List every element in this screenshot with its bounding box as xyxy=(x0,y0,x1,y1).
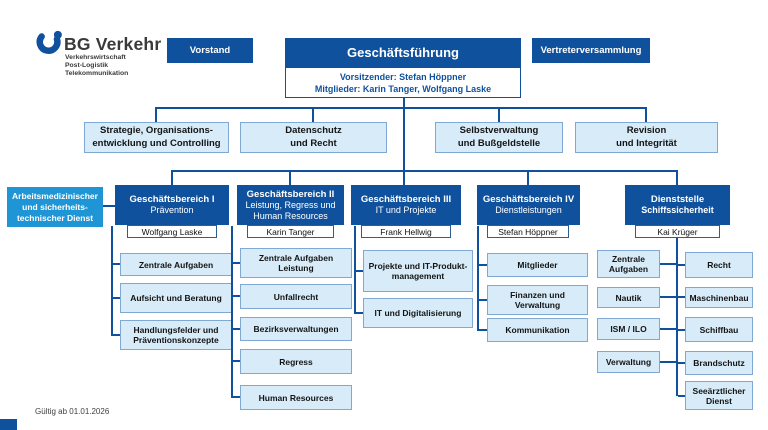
side-unit-arbeitsmedizinischer-dienst xyxy=(7,187,103,227)
division-5-item-left: Verwaltung xyxy=(597,351,660,373)
division-5-header xyxy=(625,185,730,225)
staff-unit-strategie-line1: Strategie, Organisations- xyxy=(100,125,213,136)
connector-line xyxy=(678,329,685,331)
division-5-item-right: Brandschutz xyxy=(685,351,753,375)
division-2-item: Zentrale Aufgaben Leistung xyxy=(240,248,352,278)
dashed-connector-line xyxy=(103,205,115,207)
geschaeftsfuehrung-header: Geschäftsführung xyxy=(285,38,521,67)
staff-unit-datenschutz-line1: Datenschutz xyxy=(285,125,342,136)
connector-line xyxy=(354,270,363,272)
division-5-item-right: Recht xyxy=(685,252,753,278)
division-2-subtitle: Leistung, Regress und Human Resources xyxy=(245,200,336,221)
connector-line xyxy=(660,296,676,298)
connector-line xyxy=(477,329,487,331)
division-4-head: Stefan Höppner xyxy=(487,225,569,238)
logo-tagline-line-3: Telekommunikation xyxy=(65,70,129,78)
division-5-item-right: Maschinenbau xyxy=(685,287,753,308)
connector-line xyxy=(354,312,363,314)
logo-tagline-line-2: Post-Logistik xyxy=(65,62,109,70)
connector-line xyxy=(676,170,678,185)
connector-line xyxy=(678,362,685,364)
logo-tagline xyxy=(65,54,128,79)
connector-line xyxy=(403,98,405,172)
side-unit-line1: Arbeitsmedizinischer xyxy=(12,190,98,201)
bg-verkehr-shell-icon xyxy=(35,30,65,55)
connector-line xyxy=(111,263,120,265)
division-2-item: Human Resources xyxy=(240,385,352,410)
connector-line xyxy=(231,226,233,398)
staff-unit-selbstverwaltung-line1: Selbstverwaltung xyxy=(459,125,539,136)
connector-line xyxy=(660,263,676,265)
division-5-item-right: Schiffbau xyxy=(685,317,753,342)
side-unit-line3: technischer Dienst xyxy=(16,212,94,223)
connector-line xyxy=(111,334,120,336)
connector-line xyxy=(155,107,157,122)
staff-unit-datenschutz-line2: und Recht xyxy=(290,137,337,149)
validity-note: Gültig ab 01.01.2026 xyxy=(35,407,110,416)
vorstand-box: Vorstand xyxy=(167,38,253,63)
connector-line xyxy=(527,170,529,185)
connector-line xyxy=(660,361,676,363)
division-3-header xyxy=(351,185,461,225)
connector-line xyxy=(477,264,487,266)
connector-line xyxy=(289,170,291,185)
division-3-subtitle: IT und Projekte xyxy=(375,205,437,216)
division-1-header xyxy=(115,185,229,225)
division-2-header xyxy=(237,185,344,225)
geschaeftsfuehrung-members xyxy=(285,67,521,98)
division-4-title: Geschäftsbereich IV xyxy=(482,194,575,206)
staff-unit-strategie-line2: entwicklung und Controlling xyxy=(92,137,221,149)
division-5-item-left: Zentrale Aufgaben xyxy=(597,250,660,278)
connector-line xyxy=(678,296,685,298)
geschaeftsfuehrung-member-list: Mitglieder: Karin Tanger, Wolfgang Laske xyxy=(314,83,492,94)
connector-line xyxy=(403,170,405,185)
division-1-item: Zentrale Aufgaben xyxy=(120,253,232,276)
division-2-item: Bezirksverwaltungen xyxy=(240,317,352,341)
division-1-title: Geschäftsbereich I xyxy=(129,194,215,206)
connector-line xyxy=(312,107,314,122)
connector-line xyxy=(678,395,685,397)
staff-unit-revision-line1: Revision xyxy=(626,125,667,136)
connector-line xyxy=(155,107,647,109)
staff-unit-revision-line2: und Integrität xyxy=(616,137,677,149)
connector-line xyxy=(231,328,240,330)
division-3-item: IT und Digitalisierung xyxy=(363,298,473,328)
division-3-head: Frank Hellwig xyxy=(361,225,451,238)
geschaeftsfuehrung-chair: Vorsitzender: Stefan Höppner xyxy=(339,71,467,82)
division-1-head: Wolfgang Laske xyxy=(127,225,217,238)
page-corner-decoration xyxy=(0,419,17,430)
logo-tagline-line-1: Verkehrswirtschaft xyxy=(65,54,126,61)
division-1-item: Aufsicht und Beratung xyxy=(120,283,232,313)
division-3-title: Geschäftsbereich III xyxy=(360,194,452,206)
division-2-item: Regress xyxy=(240,349,352,374)
connector-line xyxy=(477,226,479,331)
connector-line xyxy=(645,107,647,122)
division-5-title: Dienststelle xyxy=(650,194,705,206)
division-3-item: Projekte und IT-Produkt-management xyxy=(363,250,473,292)
division-5-head: Kai Krüger xyxy=(635,225,720,238)
division-2-item: Unfallrecht xyxy=(240,284,352,309)
vertreterversammlung-box: Vertreterversammlung xyxy=(532,38,650,63)
logo-wordmark: BG Verkehr xyxy=(64,34,162,54)
staff-unit-selbstverwaltung xyxy=(435,122,563,153)
staff-unit-revision xyxy=(575,122,718,153)
connector-line xyxy=(231,295,240,297)
division-2-head: Karin Tanger xyxy=(247,225,334,238)
connector-line xyxy=(171,170,173,185)
connector-line xyxy=(231,262,240,264)
division-1-item: Handlungsfelder und Präventionskonzepte xyxy=(120,320,232,350)
division-5-subtitle: Schiffssicherheit xyxy=(641,205,714,216)
division-4-item: Finanzen und Verwaltung xyxy=(487,285,588,315)
connector-line xyxy=(111,297,120,299)
division-4-item: Kommunikation xyxy=(487,318,588,342)
connector-line xyxy=(678,264,685,266)
connector-line xyxy=(231,396,240,398)
staff-unit-strategie xyxy=(84,122,229,153)
division-4-item: Mitglieder xyxy=(487,253,588,277)
staff-unit-datenschutz xyxy=(240,122,387,153)
connector-line xyxy=(111,226,113,336)
connector-line xyxy=(477,299,487,301)
connector-line xyxy=(676,238,678,396)
division-5-item-left: ISM / ILO xyxy=(597,318,660,340)
side-unit-line2: und sicherheits- xyxy=(22,201,88,212)
division-4-header xyxy=(477,185,580,225)
division-1-subtitle: Prävention xyxy=(150,205,194,216)
division-5-item-right: Seeärztlicher Dienst xyxy=(685,381,753,410)
connector-line xyxy=(498,107,500,122)
staff-unit-selbstverwaltung-line2: und Bußgeldstelle xyxy=(457,137,541,149)
connector-line xyxy=(231,360,240,362)
division-2-title: Geschäftsbereich II xyxy=(246,189,335,200)
connector-line xyxy=(171,170,678,172)
connector-line xyxy=(660,328,676,330)
division-4-subtitle: Dienstleistungen xyxy=(495,205,562,216)
division-5-item-left: Nautik xyxy=(597,287,660,308)
